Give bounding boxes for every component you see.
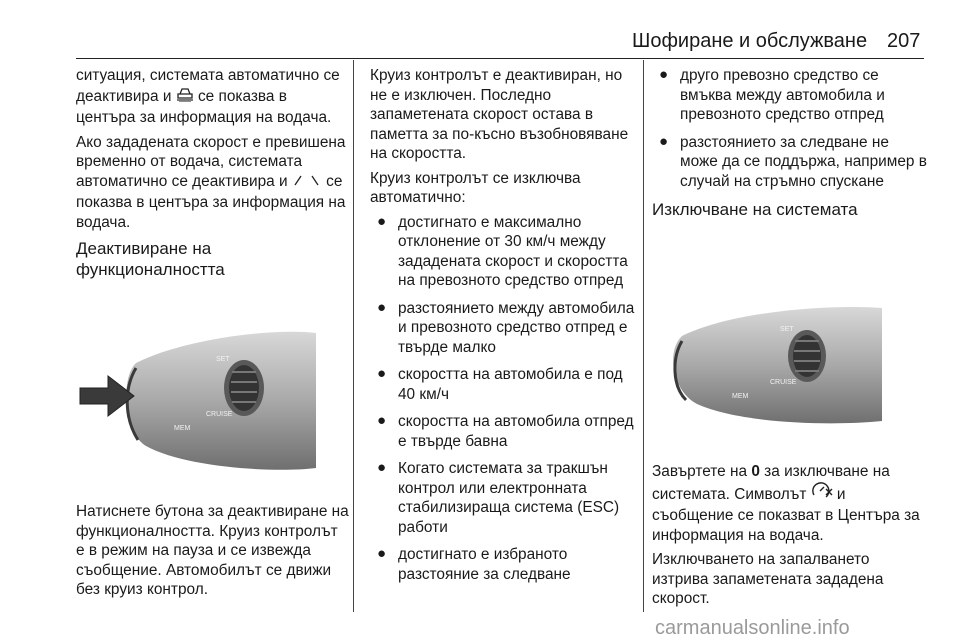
list-item-text: Когато системата за тракшън контрол или електронната стабилизираща система (ESC) работи (398, 460, 620, 536)
list-item: ● Когато системата за тракшън контрол или електронната стабилизираща система (ESC) работи (377, 459, 620, 536)
list-item-text: скоростта на автомобила отпред е твърде бавна (398, 413, 634, 450)
list-item: ● разстоянието за следване не може да се поддържа, например в случай на стръмно спускане (659, 132, 927, 190)
stalk-illustration (76, 318, 348, 500)
list-item-text: друго превозно средство се вмъква между автомобила и превозното средство отпред (680, 67, 885, 123)
list-item: ● скоростта на автомобила е под 40 км/ч (377, 365, 623, 403)
stalk-illustration (652, 296, 924, 446)
mem-label: MEM (174, 425, 191, 432)
set-label: SET (216, 356, 230, 363)
paragraph: Натиснете бутона за деактивиране на функционалността. Круиз контролът е в режим на пауза и се извежда съобщение. Автомобилът се движи без круиз контрол. (76, 503, 349, 598)
page-number: 207 (887, 30, 921, 52)
paragraph (76, 133, 348, 233)
text: се показва в центъра за информация на водача. (76, 172, 346, 231)
list-item: ● достигнато е избраното разстояние за следване (377, 545, 571, 583)
paragraph: Круиз контролът е деактивиран, но не е изключен. Последно запаметената скорост остава в паметта за по-късно възобновяване на скоростта. (370, 67, 629, 162)
paragraph: Круиз контролът се изключва автоматично: (370, 169, 581, 206)
paragraph (76, 66, 348, 128)
cruise-label: CRUISE (770, 379, 797, 386)
watermark: carmanualsonline.info (655, 617, 850, 639)
bold-value: 0 (751, 463, 760, 480)
list-item-text: разстоянието за следване не може да се поддържа, например в случай на стръмно спускане (680, 133, 927, 190)
list-item: ● разстоянието между автомобила и превозното средство отпред е твърде малко (377, 298, 635, 356)
column-left (76, 66, 348, 288)
list-item-text: достигнато е избраното разстояние за следване (398, 546, 571, 583)
column-divider (643, 60, 644, 612)
column-left-lower (76, 502, 350, 605)
list-item: ● друго превозно средство се вмъква между автомобила и превозното средство отпред (659, 66, 885, 123)
section-heading: Изключване на системата (652, 200, 858, 219)
cruise-label: CRUISE (206, 411, 233, 418)
column-middle (370, 66, 636, 592)
text: Завъртете на (652, 463, 752, 480)
section-heading: Деактивиране на функционалността (76, 239, 225, 279)
list-item-text: разстоянието между автомобила и превозното средство отпред е твърде малко (398, 299, 635, 356)
page-title: Шофиране и обслужване (632, 30, 868, 52)
paragraph (652, 462, 928, 545)
list-item-text: скоростта на автомобила е под 40 км/ч (398, 366, 623, 403)
text: за изключване на системата. Символът (652, 463, 890, 503)
text: се показва в центъра за информация на водача. (76, 87, 332, 126)
cruise-off-icon (811, 482, 833, 507)
paragraph: Изключването на запалването изтрива запаметената зададена скорост. (652, 551, 884, 607)
mem-label: MEM (732, 393, 749, 400)
column-right-lower (652, 462, 928, 614)
text: Ако зададената скорост е превишена временно от водача, системата автоматично се деактивира и (76, 133, 346, 190)
list-item-text: достигнато е максимално отклонение от 30 км/ч между зададената скорост и скоростта на превозното средство отпред (398, 213, 628, 289)
header-rule (76, 58, 924, 59)
text: и съобщение се показват в Центъра за информация на водача. (652, 485, 920, 544)
column-right (652, 66, 928, 228)
car-ahead-icon (176, 86, 194, 109)
column-divider (353, 60, 354, 612)
list-item: ● скоростта на автомобила отпред е твърде бавна (377, 412, 634, 450)
list-item: ● достигнато е максимално отклонение от 30 км/ч между зададената скорост и скоростта на превозното средство отпред (377, 212, 628, 289)
speed-marks-icon (292, 173, 322, 194)
press-arrow-icon (80, 376, 134, 416)
set-label: SET (780, 326, 794, 333)
text: ситуация, системата автоматично се деактивира и (76, 67, 340, 105)
page-header (0, 0, 960, 60)
